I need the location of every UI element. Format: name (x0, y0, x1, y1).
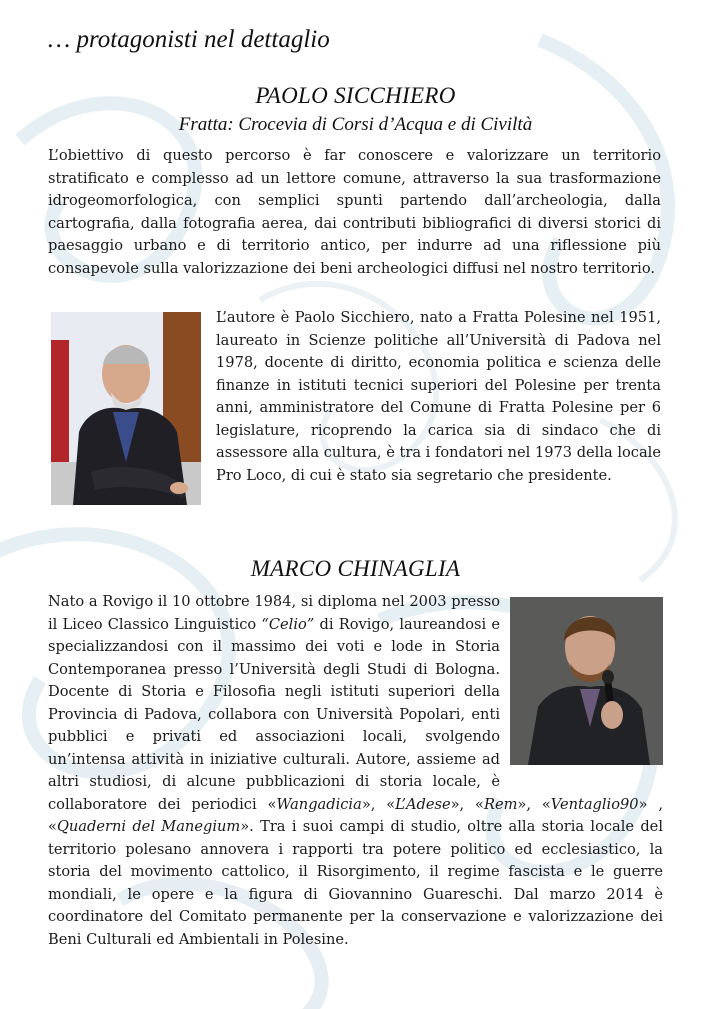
author-bio-marco-chinaglia (48, 591, 663, 951)
page-header-title: … protagonisti nel dettaglio (48, 26, 330, 53)
photo-float-spacer (500, 591, 663, 773)
author-name-paolo-sicchiero: PAOLO SICCHIERO (255, 83, 456, 108)
work-description: L’obiettivo di questo percorso è far conoscere e valorizzare un territorio stratificato e complesso ad un lettore comune, attraverso la sua trasformazione idrogeomorfologica, con semplici spunti partendo dall’archeologia, dalla cartografia, dalla fotografia aerea, dai contributi bibliografici di diversi storici di paesaggio urbano e di territorio antico, per indurre ad una riflessione più consapevole sulla valorizzazione dei beni archeologici diffusi nel nostro territorio. (48, 147, 661, 277)
bio-text-part: di Rovigo, laureandosi e specializzandosi con il massimo dei voti e lode in Storia Contemporanea presso l’Università degli Studi di Bologna. Docente di Storia e Filosofia negli istituti superiori della Provincia di Padova, collabora con Università Popolari, enti pubblici e privati ed associazioni locali, svolgendo un’intensa attività in iniziative culturali. Autore, assieme ad altri studiosi, di alcune pubblicazioni di storia locale, è collaboratore dei periodici « (48, 615, 500, 813)
author-name-marco-chinaglia: MARCO CHINAGLIA (250, 556, 461, 581)
author-photo-paolo-sicchiero (51, 312, 201, 505)
bio-separator: », « (517, 795, 551, 813)
work-title: Fratta: Crocevia di Corsi d’Acqua e di Civiltà (178, 114, 533, 135)
bio-text-part: Nato a Rovigo il 10 ottobre 1984, si diploma nel 2003 presso il Liceo Classico Linguistico (48, 593, 500, 633)
periodical-name: L’Adese (395, 795, 451, 813)
periodical-name: Rem (483, 795, 518, 813)
bio-separator: » , « (48, 795, 663, 835)
periodical-name: Wangadicia (276, 795, 362, 813)
periodical-name: Quaderni del Manegium (56, 818, 241, 835)
school-name: “Celio” (261, 615, 315, 633)
periodical-name: Ventaglio90 (550, 795, 639, 813)
author-bio-paolo-sicchiero: L’autore è Paolo Sicchiero, nato a Fratta Polesine nel 1951, laureato in Scienze politiche all’Università di Padova nel 1978, docente di diritto, economia politica e scienza delle finanze in istituti tecnici superiori del Polesine per trenta anni, amministratore del Comune di Fratta Polesine per 6 legislature, ricoprendo la carica sia di sindaco che di assessore alla cultura, è tra i fondatori nel 1973 della locale Pro Loco, di cui è stato sia segretario che presidente. (216, 309, 661, 484)
bio-text-part: ». Tra i suoi campi di studio, oltre alla storia locale del territorio polesano annovera i rapporti tra potere politico ed ecclesiastico, la storia del movimento cattolico, il Risorgimento, il regime fascista e le guerre mondiali, le opere e la figura di Giovannino Guareschi. Dal marzo 2014 è coordinatore del Comitato permanente per la conservazione e valorizzazione dei Beni Culturali ed Ambientali in Polesine. (48, 818, 663, 948)
bio-separator: », « (450, 795, 484, 813)
bio-separator: », « (361, 795, 396, 813)
